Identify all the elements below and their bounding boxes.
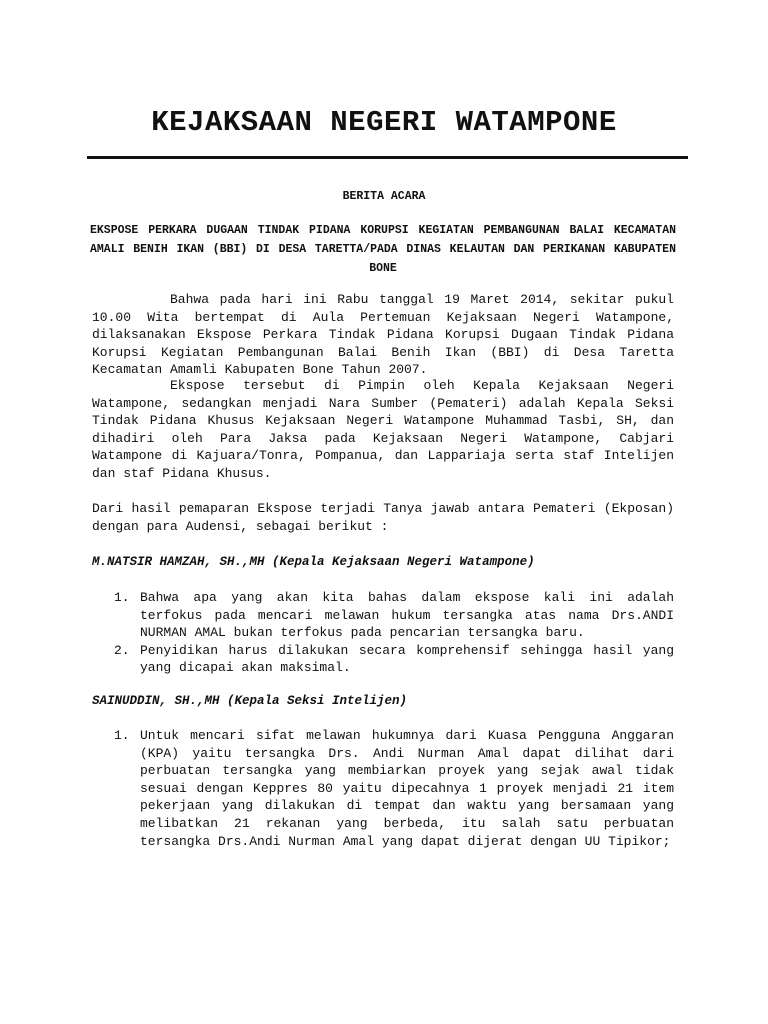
organization-title: KEJAKSAAN NEGERI WATAMPONE [151, 106, 617, 139]
document-heading: BERITA ACARA [342, 190, 426, 203]
list-item-number: 1. [114, 728, 130, 743]
list-item [114, 589, 674, 642]
attendance-paragraph [92, 377, 674, 483]
list-item-text: Untuk mencari sifat melawan hukumnya dari Kuasa Pengguna Anggaran (KPA) yaitu tersangka Drs. Andi Nurman Amal dapat dilihat dari perbuatan tersangka yang membiarkan proyek yang sejak awal tidak sesuai dengan Keppres 80 yaitu dipecahnya 1 proyek menjadi 21 item pekerjaan yang dilakukan di tempat dan waktu yang bersamaan yang melibatkan 21 rekanan yang berbeda, itu salah satu perbuatan tersangka Drs.Andi Nurman Amal yang dapat dijerat dengan UU Tipikor; [140, 728, 674, 849]
speaker-heading-kajari: M.NATSIR HAMZAH, SH.,MH (Kepala Kejaksaan Negeri Watampone) [92, 555, 535, 569]
list-item-number: 1. [114, 590, 130, 605]
attendance-paragraph-text: Ekspose tersebut di Pimpin oleh Kepala Kejaksaan Negeri Watampone, sedangkan menjadi Nara Sumber (Pemateri) adalah Kepala Seksi Tindak Pidana Khusus Kejaksaan Negeri Watampone Muhammad Tasbi, SH, dan dihadiri oleh Para Jaksa pada Kejaksaan Negeri Watampone, Cabjari Watampone di Kajuara/Tonra, Pompanua, dan Lappariaja serta staf Intelijen dan staf Pidana Khusus. [92, 378, 674, 481]
title-underline-rule [87, 156, 688, 159]
list-item-text: Penyidikan harus dilakukan secara komprehensif sehingga hasil yang yang dicapai akan maksimal. [140, 642, 674, 676]
opening-paragraph [92, 291, 674, 379]
list-item-text: Bahwa apa yang akan kita bahas dalam ekspose kali ini adalah terfokus pada mencari melawan hukum tersangka atas nama Drs.ANDI NURMAN AMAL bukan terfokus pada pencarian tersangka baru. [140, 590, 674, 641]
list-item [114, 727, 674, 850]
document-subject: EKSPOSE PERKARA DUGAAN TINDAK PIDANA KORUPSI KEGIATAN PEMBANGUNAN BALAI KECAMATAN AMALI BENIH IKAN (BBI) DI DESA TARETTA/PADA DINAS KELAUTAN DAN PERIKANAN KABUPATEN BONE [90, 224, 676, 275]
speaker-points-kajari [114, 589, 674, 677]
discussion-intro-paragraph [92, 500, 674, 535]
opening-paragraph-text: Bahwa pada hari ini Rabu tanggal 19 Maret 2014, sekitar pukul 10.00 Wita bertempat di Aula Pertemuan Kejaksaan Negeri Watampone, dilaksanakan Ekspose Perkara Tindak Pidana Korupsi Dugaan Tindak Pidana Korupsi Kegiatan Pembangunan Balai Benih Ikan (BBI) di Desa Taretta Kecamatan Amamli Kabupaten Bone Tahun 2007. [92, 292, 674, 378]
speaker-points-kasi-intel [114, 727, 674, 850]
discussion-intro-text: Dari hasil pemaparan Ekspose terjadi Tanya jawab antara Pemateri (Ekposan) dengan para Audensi, sebagai berikut : [92, 501, 674, 534]
list-item-number: 2. [114, 642, 130, 658]
list-item [114, 642, 674, 677]
speaker-heading-kasi-intel: SAINUDDIN, SH.,MH (Kepala Seksi Intelijen) [92, 694, 408, 708]
